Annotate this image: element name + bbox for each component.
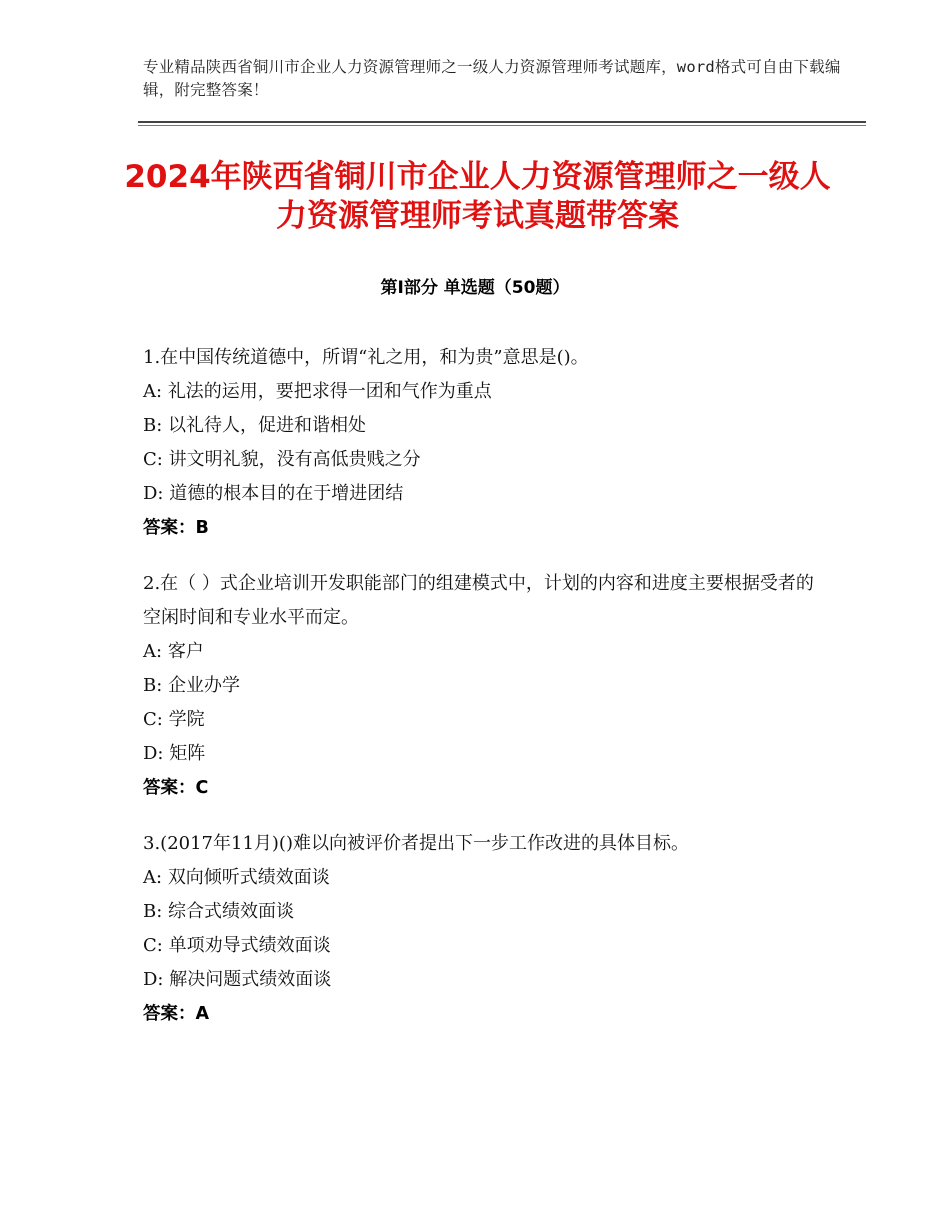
option-text: 单项劝导式绩效面谈 xyxy=(168,935,331,956)
option-text: 矩阵 xyxy=(169,743,206,764)
section-title: 第Ⅰ部分 单选题（50题） xyxy=(380,278,570,298)
question-stem: 3.(2017年11月)()难以向被评价者提出下一步工作改进的具体目标。 xyxy=(143,833,689,854)
option-text: 综合式绩效面谈 xyxy=(168,901,295,922)
option-text: 企业办学 xyxy=(168,675,241,696)
question-2 xyxy=(143,567,823,805)
option-d xyxy=(143,737,823,771)
option-key: C: xyxy=(143,709,163,730)
question-1 xyxy=(143,341,823,545)
option-text: 以礼待人，促进和谐相处 xyxy=(168,415,367,436)
option-b xyxy=(143,669,823,703)
option-a xyxy=(143,861,823,895)
document-title: 2024年陕西省铜川市企业人力资源管理师之一级人力资源管理师考试真题带答案 xyxy=(124,159,831,234)
option-b xyxy=(143,409,823,443)
header-divider-thick xyxy=(138,121,866,123)
option-c xyxy=(143,929,823,963)
option-d xyxy=(143,477,823,511)
option-a xyxy=(143,635,823,669)
option-key: B: xyxy=(143,675,163,696)
option-text: 道德的根本目的在于增进团结 xyxy=(169,483,404,504)
question-list xyxy=(143,341,823,1053)
answer: 答案：B xyxy=(143,518,209,538)
option-text: 礼法的运用，要把求得一团和气作为重点 xyxy=(167,381,492,402)
option-key: D: xyxy=(143,743,164,764)
question-3 xyxy=(143,827,823,1031)
option-d xyxy=(143,963,823,997)
option-text: 讲文明礼貌，没有高低贵贱之分 xyxy=(168,449,421,470)
option-text: 双向倾听式绩效面谈 xyxy=(167,867,330,888)
header-divider-thin xyxy=(138,125,866,126)
header-note: 专业精品陕西省铜川市企业人力资源管理师之一级人力资源管理师考试题库，word格式可自由下载编辑，附完整答案！ xyxy=(143,58,841,99)
option-key: C: xyxy=(143,449,163,470)
option-text: 解决问题式绩效面谈 xyxy=(169,969,332,990)
option-text: 学院 xyxy=(168,709,205,730)
option-key: A: xyxy=(143,867,163,888)
option-key: D: xyxy=(143,969,164,990)
option-key: D: xyxy=(143,483,164,504)
option-c xyxy=(143,443,823,477)
answer: 答案：A xyxy=(143,1004,210,1024)
question-stem: 2.在（ ）式企业培训开发职能部门的组建模式中，计划的内容和进度主要根据受者的空闲时间和专业水平而定。 xyxy=(143,573,814,628)
option-c xyxy=(143,703,823,737)
option-a xyxy=(143,375,823,409)
option-key: B: xyxy=(143,901,163,922)
question-stem: 1.在中国传统道德中，所谓“礼之用，和为贵”意思是()。 xyxy=(143,347,589,368)
option-b xyxy=(143,895,823,929)
option-key: B: xyxy=(143,415,163,436)
option-key: A: xyxy=(143,641,163,662)
option-key: A: xyxy=(143,381,163,402)
answer: 答案：C xyxy=(143,778,209,798)
option-text: 客户 xyxy=(167,641,204,662)
option-key: C: xyxy=(143,935,163,956)
